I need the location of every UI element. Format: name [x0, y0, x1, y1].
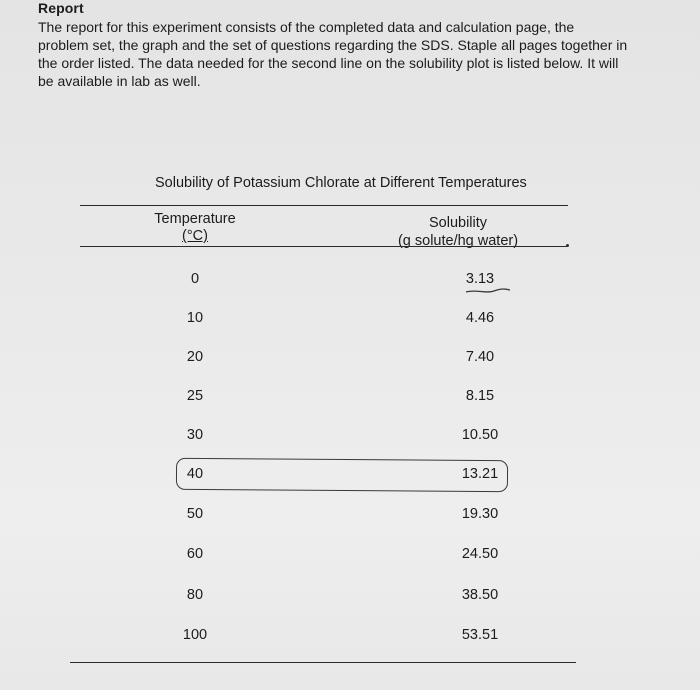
column-header-temperature-label: Temperature [154, 211, 236, 227]
solubility-cell: 4.46 [465, 310, 495, 326]
temperature-cell: 40 [186, 466, 204, 482]
solubility-cell: 24.50 [461, 546, 499, 562]
temperature-cell: 100 [182, 627, 208, 643]
table-header-rule [80, 246, 568, 247]
table-top-rule [80, 205, 568, 206]
temperature-cell: 50 [186, 506, 204, 522]
solubility-cell: 19.30 [461, 506, 499, 522]
solubility-cell: 7.40 [465, 349, 495, 365]
instruction-line: problem set, the graph and the set of questions regarding the SDS. Staple all pages together in [38, 37, 628, 53]
instruction-line: The report for this experiment consists of the completed data and calculation page, the [38, 19, 575, 35]
report-instructions [38, 18, 678, 90]
table-row [0, 506, 700, 530]
table-row [0, 271, 700, 295]
table-row-highlighted [0, 466, 700, 490]
temperature-cell: 10 [186, 310, 204, 326]
table-row [0, 310, 700, 334]
solubility-cell: 10.50 [461, 427, 499, 443]
table-row [0, 627, 700, 651]
column-header-temperature-unit: (°C) [182, 228, 208, 244]
column-header-solubility-unit: (g solute/hg water) [397, 233, 519, 249]
temperature-cell: 80 [186, 587, 204, 603]
table-bottom-rule [70, 662, 576, 663]
instruction-line: the order listed. The data needed for the second line on the solubility plot is listed below. It will [38, 55, 619, 71]
temperature-cell: 25 [186, 388, 204, 404]
column-header-temperature [150, 211, 240, 245]
table-caption: Solubility of Potassium Chlorate at Different Temperatures [155, 175, 527, 191]
column-header-solubility-label: Solubility [428, 215, 488, 231]
solubility-cell: 13.21 [461, 466, 499, 482]
solubility-cell: 53.51 [461, 627, 499, 643]
temperature-cell: 20 [186, 349, 204, 365]
solubility-cell: 8.15 [465, 388, 495, 404]
table-row [0, 546, 700, 570]
table-row [0, 427, 700, 451]
instruction-line: be available in lab as well. [38, 73, 201, 89]
report-title: Report [38, 0, 84, 16]
table-row [0, 587, 700, 611]
table-row [0, 388, 700, 412]
solubility-cell: 38.50 [461, 587, 499, 603]
pen-underline-mark [464, 286, 512, 296]
temperature-cell: 60 [186, 546, 204, 562]
table-row [0, 349, 700, 373]
header-rule-dot [566, 244, 569, 247]
temperature-cell: 0 [190, 271, 200, 287]
solubility-cell: 3.13 [465, 271, 495, 287]
column-header-solubility [388, 214, 528, 250]
temperature-cell: 30 [186, 427, 204, 443]
